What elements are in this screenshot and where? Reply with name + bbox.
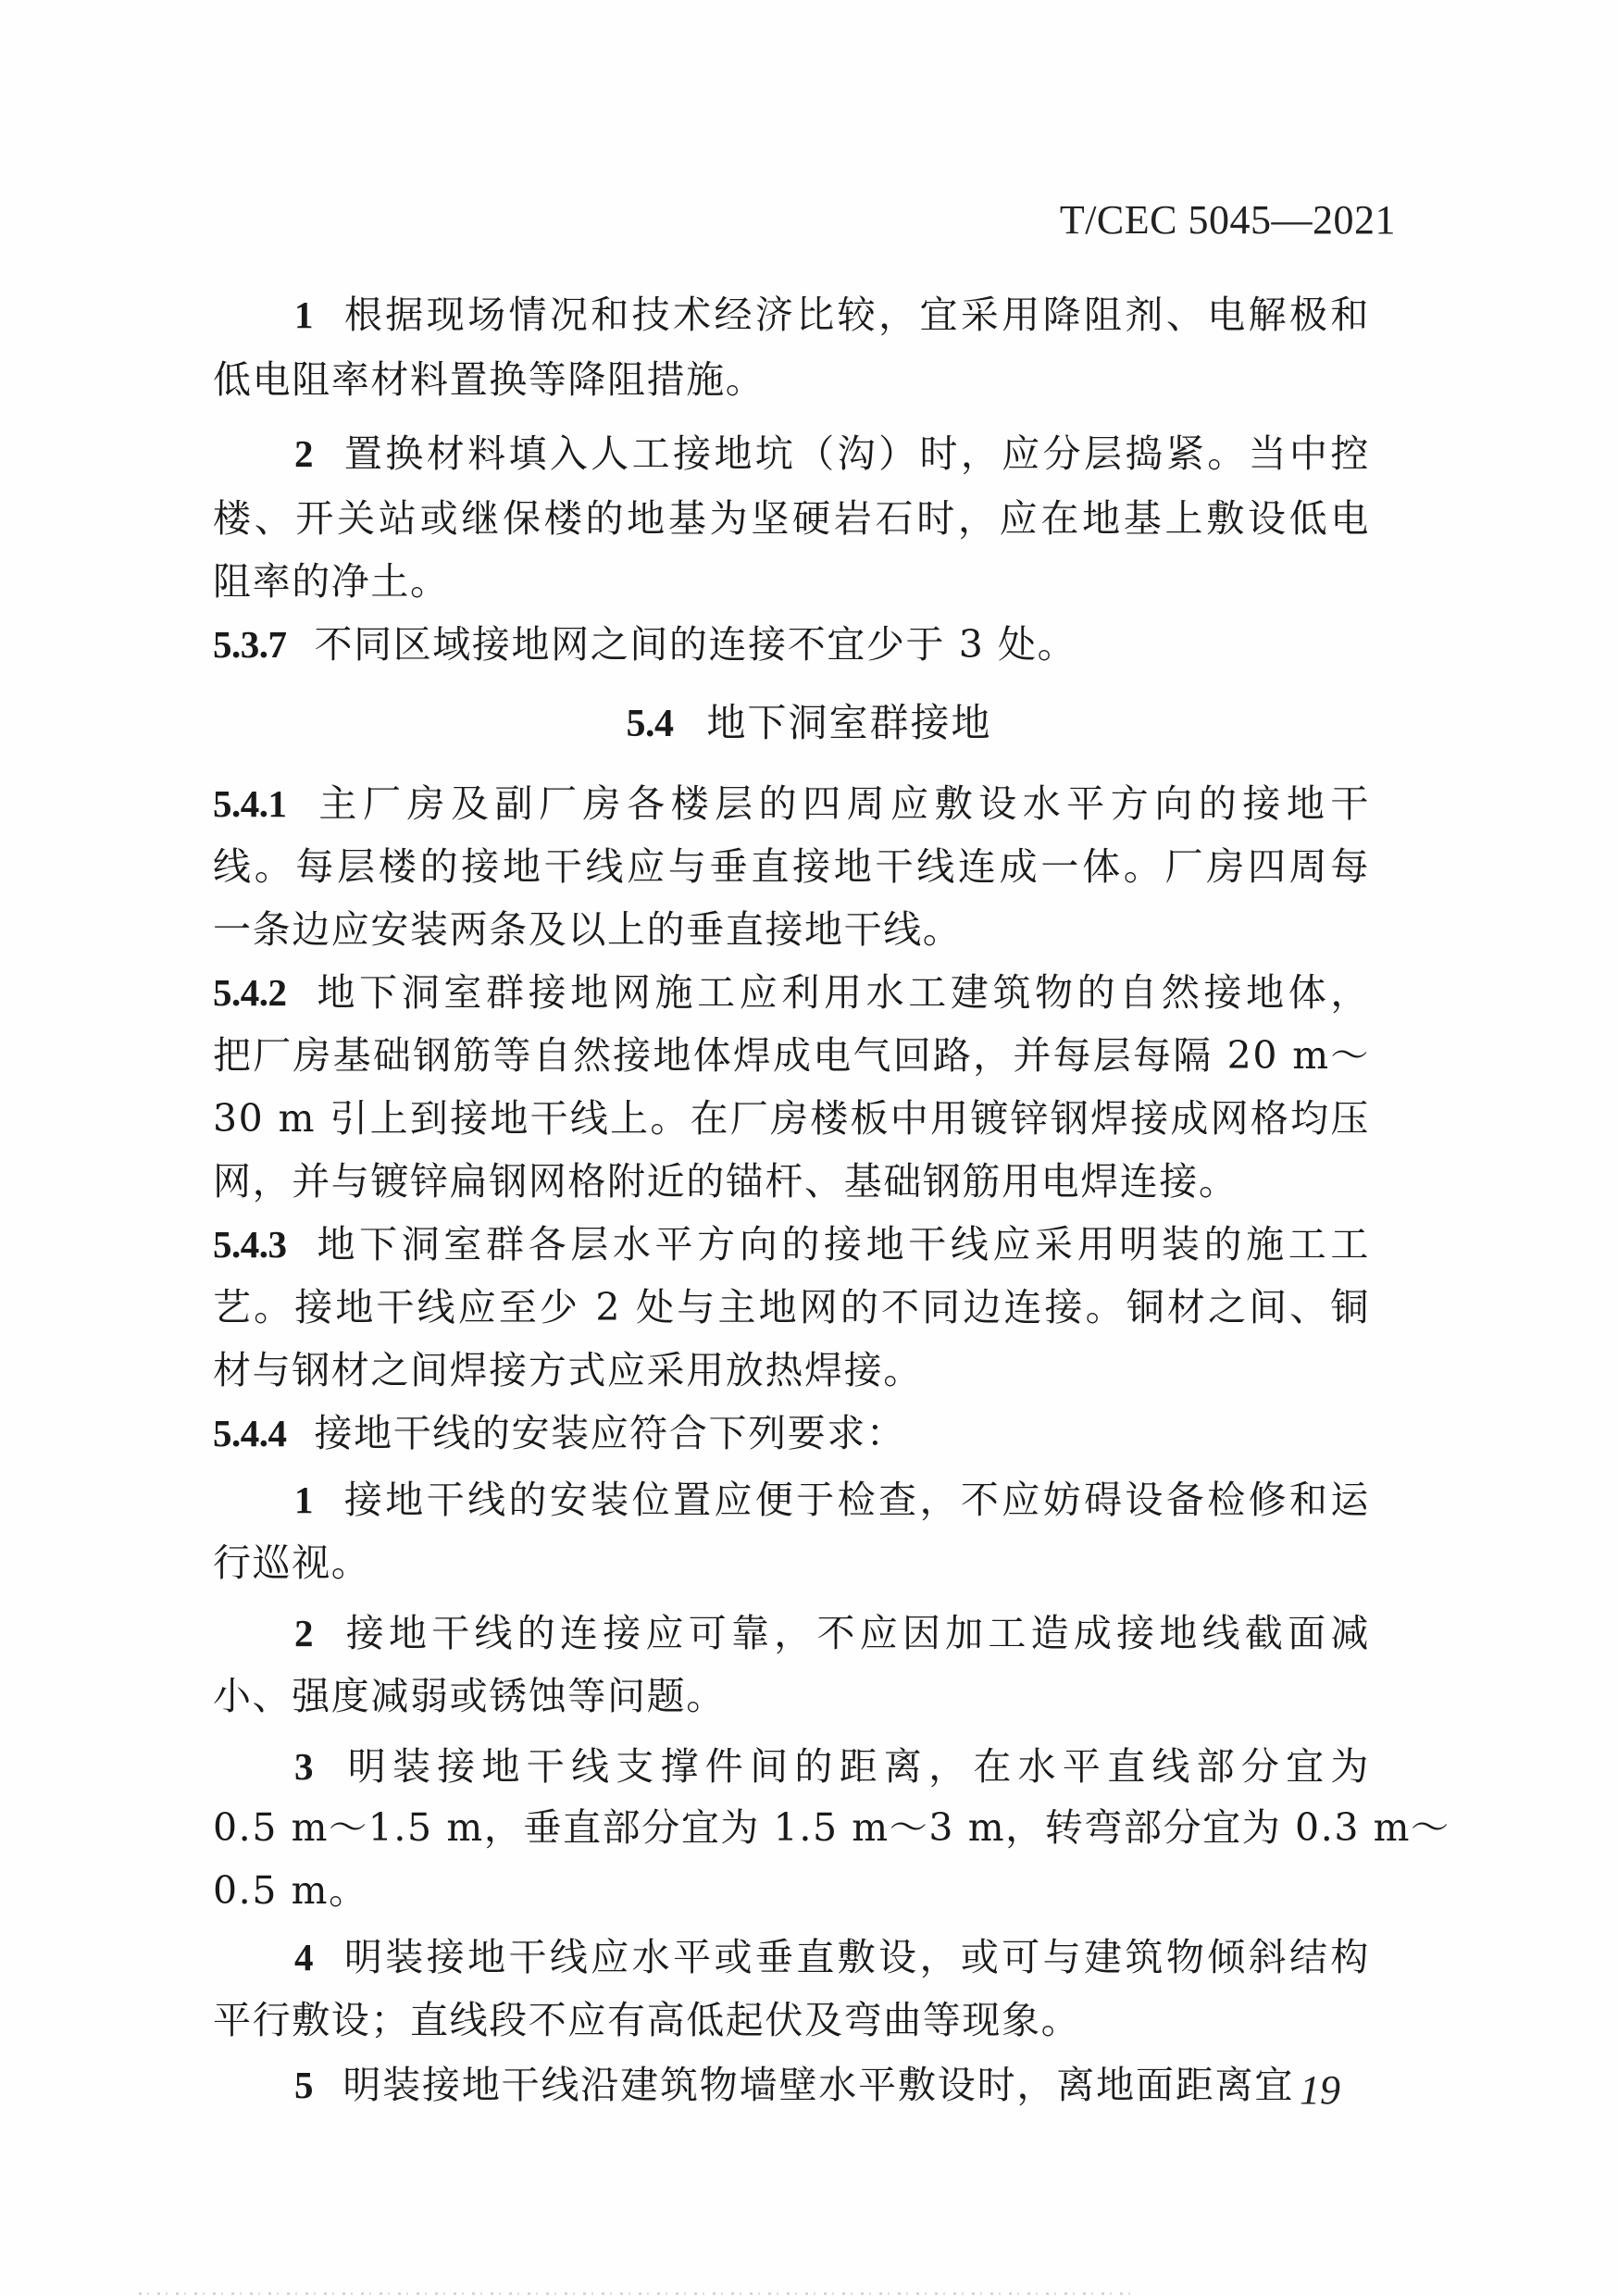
clause-5-4-2-line-3 — [213, 1092, 1370, 1144]
clause-5-4-3-line-1 — [213, 1218, 1370, 1270]
text-line: 主厂房及副厂房各楼层的四周应敷设水平方向的接地干 — [314, 781, 1370, 826]
clause-5-4-3-line-3 — [213, 1344, 1370, 1396]
section-title-text: 地下洞室群接地 — [706, 700, 992, 745]
text-line: 地下洞室群各层水平方向的接地干线应采用明装的施工工 — [314, 1222, 1370, 1267]
list-item-2-line-2 — [213, 493, 1370, 544]
text-line: 小、强度减弱或锈蚀等问题。 — [213, 1674, 726, 1718]
clause-5-4-2-line-4 — [213, 1155, 1370, 1207]
requirement-3-line-1 — [294, 1741, 1370, 1792]
clause-5-4-2-line-2 — [213, 1029, 1370, 1081]
text-line: 行巡视。 — [213, 1541, 371, 1585]
clause-number: 5.4.2 — [213, 971, 287, 1014]
text-line: 楼、开关站或继保楼的地基为坚硬岩石时，应在地基上敷设低电 — [213, 496, 1370, 541]
list-item-number: 4 — [294, 1936, 316, 1978]
clause-5-4-2-line-1 — [213, 967, 1370, 1018]
text-line: 置换材料填入人工接地坑（沟）时，应分层捣紧。当中控 — [342, 431, 1370, 476]
requirement-1-line-1 — [294, 1474, 1370, 1526]
clause-5-4-4 — [213, 1407, 1370, 1459]
requirement-4-line-1 — [294, 1931, 1370, 1983]
requirement-5-line-1 — [294, 2059, 1294, 2111]
text-line: 明装接地干线支撑件间的距离，在水平直线部分宜为 — [342, 1744, 1370, 1789]
text-line: 明装接地干线沿建筑物墙壁水平敷设时，离地面距离宜 — [342, 2063, 1294, 2107]
requirement-4-line-2 — [213, 1994, 1370, 2046]
scan-artifact-strip — [139, 2292, 1139, 2295]
section-heading — [0, 693, 1618, 748]
text-line: 线。每层楼的接地干线应与垂直接地干线连成一体。厂房四周每 — [213, 844, 1370, 889]
list-item-1-line-1 — [294, 289, 1370, 341]
text-line: 低电阻率材料置换等降阻措施。 — [213, 357, 765, 402]
text-line: 地下洞室群接地网施工应利用水工建筑物的自然接地体， — [314, 970, 1370, 1015]
clause-5-4-1-line-3 — [213, 904, 1370, 955]
list-item-number: 1 — [294, 293, 316, 336]
requirement-3-line-2 — [213, 1802, 1450, 1853]
text-line: 接地干线的连接应可靠，不应因加工造成接地线截面减 — [342, 1611, 1370, 1655]
text-line: 阻率的净土。 — [213, 559, 450, 604]
list-item-2-line-1 — [294, 428, 1370, 480]
text-line: 材与钢材之间焊接方式应采用放热焊接。 — [213, 1348, 923, 1392]
list-item-number: 3 — [294, 1745, 316, 1788]
list-item-number: 2 — [294, 432, 316, 475]
text-line: 把厂房基础钢筋等自然接地体焊成电气回路，并每层每隔 20 m～ — [213, 1033, 1370, 1078]
list-item-number: 1 — [294, 1479, 316, 1521]
clause-number: 5.3.7 — [213, 623, 287, 666]
requirement-2-line-2 — [213, 1670, 1370, 1722]
clause-number: 5.4.3 — [213, 1223, 287, 1266]
text-line: 一条边应安装两条及以上的垂直接地干线。 — [213, 907, 963, 952]
list-item-2-line-3 — [213, 555, 1370, 607]
text-line: 艺。接地干线应至少 2 处与主地网的不同边连接。铜材之间、铜 — [213, 1285, 1370, 1329]
text-line: 接地干线的安装位置应便于检查，不应妨碍设备检修和运 — [342, 1478, 1370, 1522]
page-number: 19 — [1300, 2067, 1340, 2113]
text-line: 30 m 引上到接地干线上。在厂房楼板中用镀锌钢焊接成网格均压 — [213, 1096, 1370, 1141]
list-item-number: 2 — [294, 1612, 316, 1654]
requirement-1-line-2 — [213, 1537, 1370, 1589]
clause-5-3-7 — [213, 618, 1370, 670]
requirement-3-line-3 — [213, 1865, 1370, 1916]
text-line: 明装接地干线应水平或垂直敷设，或可与建筑物倾斜结构 — [342, 1935, 1370, 1979]
text-line: 平行敷设；直线段不应有高低起伏及弯曲等现象。 — [213, 1998, 1081, 2042]
text-line: 接地干线的安装应符合下列要求： — [314, 1411, 906, 1455]
clause-5-4-3-line-2 — [213, 1281, 1370, 1333]
text-line: 0.5 m～1.5 m，垂直部分宜为 1.5 m～3 m，转弯部分宜为 0.3 m～ — [213, 1805, 1450, 1850]
text-line: 0.5 m。 — [213, 1868, 368, 1913]
list-item-number: 5 — [294, 2064, 316, 2106]
clause-number: 5.4.4 — [213, 1412, 287, 1454]
text-line: 不同区域接地网之间的连接不宜少于 3 处。 — [314, 622, 1077, 667]
clause-5-4-1-line-2 — [213, 841, 1370, 892]
section-number: 5.4 — [626, 703, 674, 745]
list-item-1-line-2 — [213, 354, 1370, 406]
clause-number: 5.4.1 — [213, 782, 287, 825]
text-line: 根据现场情况和技术经济比较，宜采用降阻剂、电解极和 — [342, 293, 1370, 337]
requirement-2-line-1 — [294, 1607, 1370, 1659]
text-line: 网，并与镀锌扁钢网格附近的锚杆、基础钢筋用电焊连接。 — [213, 1159, 1238, 1204]
clause-5-4-1-line-1 — [213, 778, 1370, 830]
standard-code-header: T/CEC 5045—2021 — [1059, 197, 1396, 243]
